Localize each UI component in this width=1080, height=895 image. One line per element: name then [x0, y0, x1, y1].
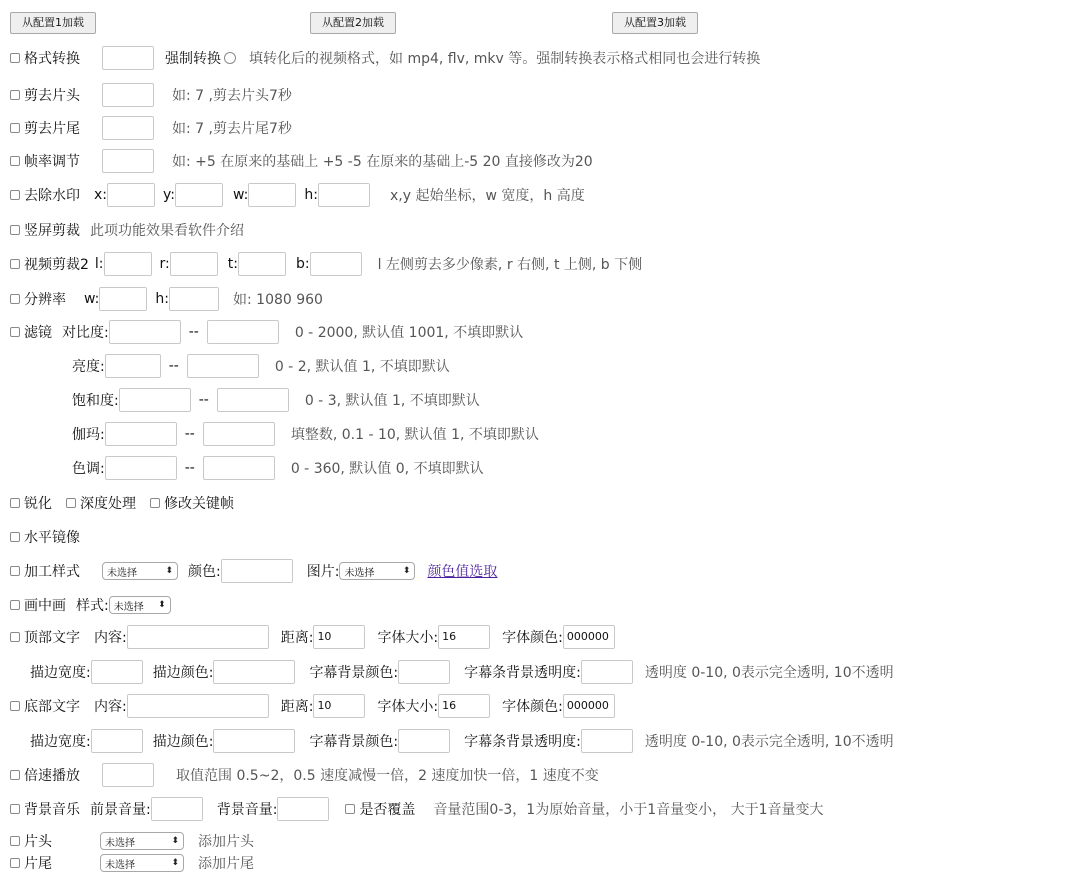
gamma-hint: 填整数, 0.1 - 10, 默认值 1, 不填即默认	[290, 427, 539, 443]
top-text-content-input[interactable]	[127, 625, 269, 649]
contrast-max-input[interactable]	[207, 320, 279, 344]
vcrop-checkbox[interactable]	[10, 225, 20, 235]
top-bg-color-label: 字幕背景颜色:	[309, 665, 399, 681]
vcrop-hint: 此项功能效果看软件介绍	[90, 223, 244, 239]
crop2-r-input[interactable]	[170, 252, 218, 276]
crop2-l-label: l:	[94, 256, 104, 272]
updown-arrow-icon: ⬍	[165, 566, 173, 576]
speed-row	[10, 763, 599, 787]
style-color-input[interactable]	[221, 559, 293, 583]
sharpen-label: 锐化	[24, 496, 52, 512]
watermark-hint: x,y 起始坐标，w 宽度，h 高度	[390, 188, 585, 204]
bottom-text-label: 底部文字	[24, 699, 80, 715]
bottom-stroke-color-label: 描边颜色:	[152, 734, 214, 750]
bottom-text-distance-input[interactable]: 10	[313, 694, 365, 718]
framerate-row	[10, 149, 593, 173]
mirror-row	[10, 525, 80, 549]
top-bg-alpha-label: 字幕条背景透明度:	[464, 665, 581, 681]
outro-select[interactable]	[100, 854, 184, 872]
brightness-min-input[interactable]	[105, 354, 161, 378]
bottom-text-color-label: 字体颜色:	[502, 699, 563, 715]
outro-row	[10, 853, 254, 873]
watermark-x-input[interactable]	[107, 183, 155, 207]
bottom-text-style-row	[30, 729, 894, 753]
filter-gamma-row	[72, 422, 539, 446]
updown-arrow-icon: ⬍	[171, 858, 179, 868]
format-hint: 填转化后的视频格式，如 mp4, flv, mkv 等。强制转换表示格式相同也会进行转换	[249, 51, 761, 67]
mirror-checkbox[interactable]	[10, 532, 20, 542]
framerate-label: 帧率调节	[24, 154, 80, 170]
deep-process-checkbox[interactable]	[66, 498, 76, 508]
watermark-w-label: w:	[233, 187, 249, 203]
bottom-stroke-width-label: 描边宽度:	[30, 734, 91, 750]
top-stroke-width-label: 描边宽度:	[30, 665, 91, 681]
cut-head-label: 剪去片头	[24, 88, 80, 104]
bottom-bg-alpha-label: 字幕条背景透明度:	[464, 734, 581, 750]
contrast-min-input[interactable]	[109, 320, 181, 344]
speed-input[interactable]	[102, 763, 154, 787]
crop2-label: 视频剪裁2	[24, 257, 89, 273]
style-label: 加工样式	[24, 564, 80, 580]
crop2-r-label: r:	[159, 256, 170, 272]
filter-brightness-row	[72, 354, 450, 378]
bottom-text-content-input[interactable]	[127, 694, 269, 718]
watermark-x-label: x:	[94, 187, 108, 203]
updown-arrow-icon: ⬍	[171, 836, 179, 846]
pip-style-label: 样式:	[76, 598, 109, 614]
keyframe-label: 修改关键帧	[164, 496, 234, 512]
top-text-distance-input[interactable]: 10	[313, 625, 365, 649]
top-text-checkbox[interactable]	[10, 632, 20, 642]
resolution-checkbox[interactable]	[10, 294, 20, 304]
brightness-max-input[interactable]	[187, 354, 259, 378]
watermark-w-input[interactable]	[248, 183, 296, 207]
bottom-text-content-label: 内容:	[94, 699, 127, 715]
brightness-hint: 0 - 2, 默认值 1, 不填即默认	[274, 359, 450, 375]
hue-dash: --	[184, 460, 195, 476]
watermark-label: 去除水印	[24, 188, 80, 204]
style-select-value: 未选择	[107, 567, 137, 579]
cut-tail-label: 剪去片尾	[24, 121, 80, 137]
framerate-input[interactable]	[102, 149, 154, 173]
music-label: 背景音乐	[24, 802, 80, 818]
outro-select-value: 未选择	[105, 859, 135, 871]
style-image-label: 图片:	[306, 564, 340, 580]
filter-hue-row	[72, 456, 484, 480]
top-text-color-input[interactable]: 000000	[563, 625, 615, 649]
load-config1-button[interactable]: 从配置1加载	[10, 12, 96, 34]
bg-volume-label: 背景音量:	[216, 802, 278, 818]
pip-select-value: 未选择	[113, 601, 144, 613]
watermark-y-input[interactable]	[175, 183, 223, 207]
top-text-size-input[interactable]: 16	[438, 625, 490, 649]
brightness-label: 亮度:	[72, 359, 105, 375]
outro-label: 片尾	[24, 856, 52, 872]
watermark-h-input[interactable]	[318, 183, 370, 207]
watermark-h-label: h:	[304, 187, 318, 203]
crop2-checkbox[interactable]	[10, 259, 20, 269]
pip-label: 画中画	[24, 598, 66, 614]
music-checkbox[interactable]	[10, 804, 20, 814]
cut-head-hint: 如: 7 ,剪去片头7秒	[172, 88, 292, 104]
resolution-w-label: w:	[84, 291, 100, 307]
top-alpha-hint: 透明度 0-10, 0表示完全透明, 10不透明	[644, 665, 894, 681]
top-bg-alpha-input[interactable]	[581, 660, 633, 684]
filter-saturation-row	[72, 388, 480, 412]
contrast-dash: --	[188, 324, 199, 340]
filter-label: 滤镜	[24, 325, 52, 341]
style-row	[10, 559, 497, 583]
force-convert-radio[interactable]	[224, 52, 236, 64]
keyframe-checkbox[interactable]	[150, 498, 160, 508]
hue-hint: 0 - 360, 默认值 0, 不填即默认	[290, 461, 484, 477]
resolution-h-label: h:	[155, 291, 169, 307]
intro-select[interactable]	[100, 832, 184, 850]
sharpen-checkbox[interactable]	[10, 498, 20, 508]
volume-hint: 音量范围0-3，1为原始音量，小于1音量变小， 大于1音量变大	[433, 802, 824, 818]
pip-style-select[interactable]	[109, 596, 171, 614]
hue-label: 色调:	[72, 461, 105, 477]
cut-head-input[interactable]	[102, 83, 154, 107]
hue-min-input[interactable]	[105, 456, 177, 480]
format-input[interactable]	[102, 46, 154, 70]
top-text-style-row	[30, 660, 894, 684]
speed-hint: 取值范围 0.5~2，0.5 速度减慢一倍，2 速度加快一倍，1 速度不变	[176, 768, 599, 784]
crop2-t-input[interactable]	[238, 252, 286, 276]
gamma-max-input[interactable]	[203, 422, 275, 446]
speed-label: 倍速播放	[24, 768, 80, 784]
brightness-dash: --	[168, 358, 179, 374]
bottom-text-distance-label: 距离:	[280, 699, 314, 715]
crop2-b-input[interactable]	[310, 252, 362, 276]
bottom-text-size-input[interactable]: 16	[438, 694, 490, 718]
pip-checkbox[interactable]	[10, 600, 20, 610]
style-image-select[interactable]	[339, 562, 415, 580]
framerate-hint: 如: +5 在原来的基础上 +5 -5 在原来的基础上-5 20 直接修改为20	[172, 154, 593, 170]
style-select[interactable]	[102, 562, 178, 580]
gamma-dash: --	[184, 426, 195, 442]
saturation-hint: 0 - 3, 默认值 1, 不填即默认	[304, 393, 480, 409]
top-text-row	[10, 625, 615, 649]
force-convert-label: 强制转换	[165, 51, 221, 67]
watermark-row	[10, 183, 585, 207]
pip-row	[10, 593, 171, 617]
vcrop-label: 竖屏剪裁	[24, 223, 80, 239]
updown-arrow-icon: ⬍	[158, 600, 166, 610]
top-text-size-label: 字体大小:	[377, 630, 439, 646]
format-label: 格式转换	[24, 51, 80, 67]
sharpen-row	[10, 491, 234, 515]
gamma-min-input[interactable]	[105, 422, 177, 446]
speed-checkbox[interactable]	[10, 770, 20, 780]
top-text-label: 顶部文字	[24, 630, 80, 646]
top-stroke-color-input[interactable]	[213, 660, 295, 684]
top-text-color-label: 字体颜色:	[502, 630, 563, 646]
load-config2-button[interactable]: 从配置2加载	[310, 12, 396, 34]
crop2-row	[10, 252, 642, 276]
style-checkbox[interactable]	[10, 566, 20, 576]
resolution-row	[10, 287, 323, 311]
cover-label: 是否覆盖	[359, 802, 416, 818]
bottom-stroke-width-input[interactable]	[91, 729, 143, 753]
top-bg-color-input[interactable]	[398, 660, 450, 684]
resolution-h-input[interactable]	[169, 287, 219, 311]
saturation-label: 饱和度:	[72, 393, 119, 409]
bottom-bg-color-label: 字幕背景颜色:	[309, 734, 399, 750]
bottom-text-color-input[interactable]: 000000	[563, 694, 615, 718]
bottom-stroke-color-input[interactable]	[213, 729, 295, 753]
outro-checkbox[interactable]	[10, 858, 20, 868]
contrast-label: 对比度:	[62, 325, 109, 341]
bottom-text-checkbox[interactable]	[10, 701, 20, 711]
resolution-w-input[interactable]	[99, 287, 147, 311]
cut-tail-input[interactable]	[102, 116, 154, 140]
bottom-bg-color-input[interactable]	[398, 729, 450, 753]
music-row	[10, 797, 823, 821]
top-stroke-width-input[interactable]	[91, 660, 143, 684]
front-volume-label: 前景音量:	[90, 802, 151, 818]
top-text-distance-label: 距离:	[280, 630, 314, 646]
cut-head-checkbox[interactable]	[10, 90, 20, 100]
style-image-select-value: 未选择	[344, 567, 375, 579]
intro-checkbox[interactable]	[10, 836, 20, 846]
top-stroke-color-label: 描边颜色:	[152, 665, 214, 681]
deep-process-label: 深度处理	[80, 496, 136, 512]
watermark-y-label: y:	[163, 187, 175, 203]
bottom-text-row	[10, 694, 615, 718]
crop2-hint: l 左侧剪去多少像素, r 右侧, t 上侧, b 下侧	[377, 257, 643, 273]
outro-hint: 添加片尾	[198, 856, 254, 872]
load-config3-button[interactable]: 从配置3加载	[612, 12, 698, 34]
resolution-label: 分辨率	[24, 292, 66, 308]
bottom-bg-alpha-input[interactable]	[581, 729, 633, 753]
filter-contrast-row	[10, 320, 523, 344]
style-color-label: 颜色:	[188, 564, 221, 580]
bottom-alpha-hint: 透明度 0-10, 0表示完全透明, 10不透明	[644, 734, 894, 750]
hue-max-input[interactable]	[203, 456, 275, 480]
format-checkbox[interactable]	[10, 53, 20, 63]
cut-tail-row	[10, 116, 292, 140]
saturation-max-input[interactable]	[217, 388, 289, 412]
cut-tail-checkbox[interactable]	[10, 123, 20, 133]
bottom-text-size-label: 字体大小:	[377, 699, 439, 715]
intro-select-value: 未选择	[105, 837, 135, 849]
saturation-dash: --	[198, 392, 209, 408]
crop2-t-label: t:	[227, 256, 238, 272]
watermark-checkbox[interactable]	[10, 190, 20, 200]
filter-checkbox[interactable]	[10, 327, 20, 337]
intro-label: 片头	[24, 834, 52, 850]
framerate-checkbox[interactable]	[10, 156, 20, 166]
mirror-label: 水平镜像	[24, 530, 80, 546]
cover-checkbox[interactable]	[345, 804, 355, 814]
front-volume-input[interactable]	[151, 797, 203, 821]
crop2-b-label: b:	[295, 256, 310, 272]
color-picker-link[interactable]: 颜色值选取	[427, 564, 498, 580]
cut-tail-hint: 如: 7 ,剪去片尾7秒	[172, 121, 292, 137]
format-row	[10, 46, 760, 70]
resolution-hint: 如: 1080 960	[233, 292, 323, 308]
saturation-min-input[interactable]	[119, 388, 191, 412]
top-text-content-label: 内容:	[94, 630, 127, 646]
intro-row	[10, 831, 254, 851]
bg-volume-input[interactable]	[277, 797, 329, 821]
cut-head-row	[10, 83, 292, 107]
gamma-label: 伽玛:	[72, 427, 105, 443]
intro-hint: 添加片头	[198, 834, 254, 850]
contrast-hint: 0 - 2000, 默认值 1001, 不填即默认	[294, 325, 524, 341]
updown-arrow-icon: ⬍	[402, 566, 411, 576]
crop2-l-input[interactable]	[104, 252, 152, 276]
vcrop-row	[10, 218, 244, 242]
